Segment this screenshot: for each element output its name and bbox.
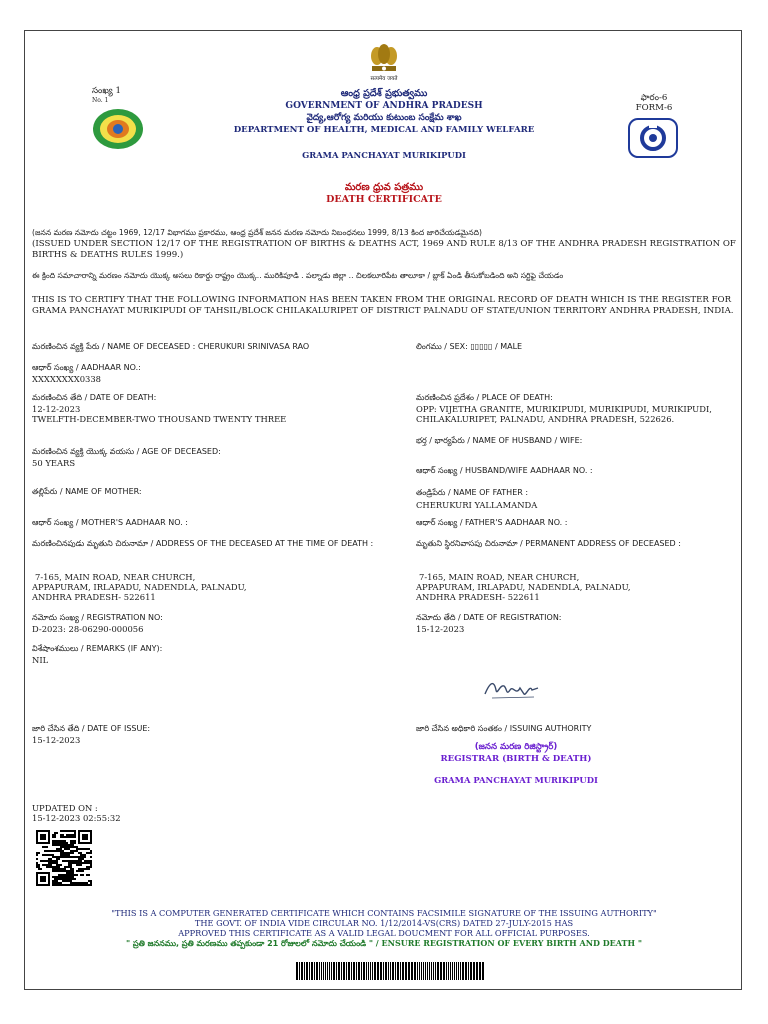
address-line3: ANDHRA PRADESH- 522611 (32, 592, 156, 602)
sex-glyphs: ▯▯▯▯▯ (470, 342, 493, 351)
registrar-signature (482, 676, 542, 702)
remarks-value: NIL (32, 655, 49, 665)
date-of-death-label: మరణించిన తేది / DATE OF DEATH: (32, 393, 157, 402)
date-of-issue-value: 15-12-2023 (32, 735, 81, 745)
permanent-address-label: మృతుని స్థిరనివాసపు చిరునామా / PERMANENT ADDRESS OF DECEASED : (416, 539, 681, 548)
registrar-title-te: (జనన మరణ రిజిస్ట్రార్) (474, 742, 558, 752)
registration-date-value: 15-12-2023 (416, 624, 465, 634)
ap-government-logo (92, 108, 144, 150)
father-name-label: తండ్రిపేరు / NAME OF FATHER : (416, 488, 529, 497)
footer-line3: APPROVED THIS CERTIFICATE AS A VALID LEGAL DOUCMENT FOR ALL OFFICIAL PURPOSES. (178, 928, 590, 938)
father-name-value: CHERUKURI YALLAMANDA (416, 500, 538, 510)
certificate-title-te: మరణ ధ్రువ పత్రము (344, 182, 424, 193)
place-of-death-label: మరణించిన ప్రదేశం / PLACE OF DEATH: (416, 393, 553, 402)
age-value: 50 YEARS (32, 458, 76, 468)
qr-code-icon (36, 830, 92, 886)
certify-text-en: THIS IS TO CERTIFY THAT THE FOLLOWING INFORMATION HAS BEEN TAKEN FROM THE ORIGINAL RECORD OF DEATH WHICH IS THE REGISTER FOR GRAMA PANCHAYAT MURIKIPUDI OF TAHSIL/BLOCK CHILAKALURIPET OF DISTRICT PALNADU OF STATE/UNION TERRITORY ANDHRA PRADESH, INDIA. (32, 295, 734, 316)
aadhaar-label: ఆధార్ సంఖ్య / AADHAAR NO.: (32, 363, 141, 372)
footer-line1: "THIS IS A COMPUTER GENERATED CERTIFICATE WHICH CONTAINS FACSIMILE SIGNATURE OF THE ISSUING AUTHORITY" (111, 908, 657, 918)
certify-text-te: ఈ క్రింది సమాచారాన్ని మరణం నమోదు యొక్క అసలు రికార్డు రాష్ట్రం యొక్క.. మురికిపూడి . పల్నాడు జిల్లా .. చిలకలూరిపేట తాలూకా / బ్లాక్ ఏండి తీసుకోబడింది అని సర్టిఫై చేయడం (32, 271, 564, 280)
registration-number-value: D-2023: 28-06290-000056 (32, 624, 144, 634)
panchayat-title: GRAMA PANCHAYAT MURIKIPUDI (302, 150, 466, 160)
permanent-address-line3: ANDHRA PRADESH- 522611 (416, 592, 540, 602)
address-at-death-label: మరణించినపుడు మృతుని చిరునామా / ADDRESS OF THE DECEASED AT THE TIME OF DEATH : (32, 539, 374, 548)
sex-field (416, 342, 736, 353)
age-label: మరణించిన వ్యక్తి యొక్క వయసు / AGE OF DECEASED: (32, 447, 221, 456)
issued-under-en: (ISSUED UNDER SECTION 12/17 OF THE REGISTRATION OF BIRTHS & DEATHS ACT, 1969 AND RULE 8/13 OF THE ANDHRA PRADESH REGISTRATION OF BIRTHS & DEATHS RULES 1999.) (32, 239, 736, 260)
national-emblem-icon (368, 42, 400, 72)
registrar-panchayat: GRAMA PANCHAYAT MURIKIPUDI (434, 775, 598, 785)
form-number-en: FORM-6 (635, 103, 673, 113)
name-of-deceased: మరణించిన వ్యక్తి పేరు / NAME OF DECEASED : CHERUKURI SRINIVASA RAO (32, 342, 310, 351)
form-number-te: ఫారం-6 (640, 93, 668, 103)
footer-line4-en: ENSURE REGISTRATION OF EVERY BIRTH AND DEATH " (381, 938, 643, 948)
aadhaar-value: XXXXXXXX0338 (32, 374, 102, 384)
address-line2: APPAPURAM, IRLAPADU, NADENDLA, PALNADU, (32, 582, 247, 592)
date-of-issue-label: జారి చేసిన తేది / DATE OF ISSUE: (32, 724, 151, 733)
remarks-label: విశేషాంశములు / REMARKS (IF ANY): (32, 644, 163, 653)
registrar-title-en: REGISTRAR (BIRTH & DEATH) (440, 754, 592, 764)
date-of-death-value: 12-12-2023 (32, 404, 81, 414)
government-title-en: GOVERNMENT OF ANDHRA PRADESH (285, 101, 483, 111)
spouse-name-label: భర్త / భార్యపేరు / NAME OF HUSBAND / WIFE: (416, 436, 583, 445)
footer-line2: THE GOVT. OF INDIA VIDE CIRCULAR NO. 1/12/2014-VS(CRS) DATED 27-JULY-2015 HAS (194, 918, 574, 928)
permanent-address-line1: 7-165, MAIN ROAD, NEAR CHURCH, (419, 572, 580, 582)
sex-label: లింగము / SEX: (416, 342, 468, 351)
permanent-address-line2: APPAPURAM, IRLAPADU, NADENDLA, PALNADU, (416, 582, 631, 592)
certificate-border (24, 30, 742, 990)
department-title-te: వైద్య,ఆరోగ్య మరియు కుటుంబ సంక్షేమ శాఖ (306, 113, 462, 123)
serial-number-en: No. 1 (92, 97, 109, 104)
issuing-authority-label: జారి చేసిన అధికారి సంతకం / ISSUING AUTHORITY (416, 724, 592, 733)
serial-number-te: సంఖ్య 1 (92, 86, 121, 96)
updated-on-label: UPDATED ON : (32, 803, 98, 813)
crs-logo-icon (628, 118, 678, 158)
spouse-aadhaar-label: ఆధార్ సంఖ్య / HUSBAND/WIFE AADHAAR NO. : (416, 466, 593, 475)
sex-value: / MALE (494, 342, 523, 351)
mother-name-label: తల్లిపేరు / NAME OF MOTHER: (32, 487, 142, 496)
registration-date-label: నమోదు తేది / DATE OF REGISTRATION: (416, 613, 562, 622)
certificate-title-en: DEATH CERTIFICATE (326, 194, 442, 205)
mother-aadhaar-label: ఆధార్ సంఖ్య / MOTHER'S AADHAAR NO. : (32, 518, 188, 527)
footer-line4-te: " ప్రతి జననము, ప్రతి మరణము తప్పకుండా 21 రోజులలో నమోదు చేయండి " / (125, 939, 379, 948)
place-of-death-line1: OPP: VIJETHA GRANITE, MURIKIPUDI, MURIKIPUDI, MURIKIPUDI, (416, 404, 712, 414)
address-line1: 7-165, MAIN ROAD, NEAR CHURCH, (35, 572, 196, 582)
registration-number-label: నమోదు సంఖ్య / REGISTRATION NO: (32, 613, 163, 622)
place-of-death-line2: CHILAKALURIPET, PALNADU, ANDHRA PRADESH, 522626. (416, 414, 675, 424)
date-of-death-words: TWELFTH-DECEMBER-TWO THOUSAND TWENTY THREE (32, 414, 287, 424)
footer-line4 (34, 938, 734, 950)
issued-under-te: (జనన మరణ నమోదు చట్టం 1969, 12/17 విభాగము ప్రకారము, ఆంధ్ర ప్రదేశ్ జనన మరణ నమోదు నిబంధనలు 1999, 8/13 కింద జారిచేయడమైనది) (32, 228, 482, 237)
updated-on-value: 15-12-2023 02:55:32 (32, 813, 121, 823)
barcode (296, 962, 485, 980)
father-aadhaar-label: ఆధార్ సంఖ్య / FATHER'S AADHAAR NO. : (416, 518, 568, 527)
emblem-motto: सत्यमेव जयते (370, 76, 398, 82)
government-title-te: ఆంధ్ర ప్రదేశ్ ప్రభుత్వము (340, 88, 428, 99)
department-title-en: DEPARTMENT OF HEALTH, MEDICAL AND FAMILY WELFARE (233, 125, 535, 135)
